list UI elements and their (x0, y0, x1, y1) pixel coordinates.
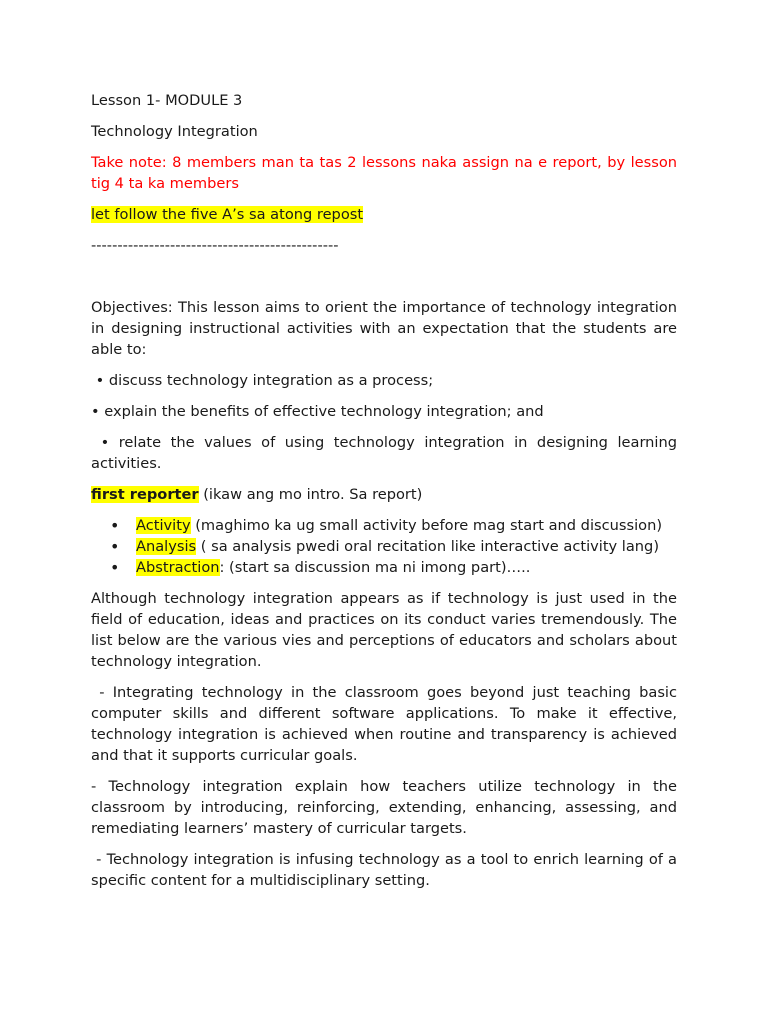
first-reporter-text: (ikaw ang mo intro. Sa report) (198, 486, 423, 503)
body-paragraph: Although technology integration appears as if technology is just used in the field of education, ideas and practices on its conduct varies tremendously. The list below are the various vies and perceptions of educators and scholars about technology integration. (91, 590, 677, 670)
take-note: Take note: 8 members man ta tas 2 lessons naka assign na e report, by lesson tig 4 ta ka members (91, 154, 677, 192)
bullet-icon: • (110, 558, 120, 577)
step-text: ( sa analysis pwedi oral recitation like interactive activity lang) (196, 538, 660, 555)
step-term: Activity (136, 517, 191, 534)
bullet-icon: • (110, 516, 120, 535)
list-item (91, 557, 677, 578)
objectives-paragraph: Objectives: This lesson aims to orient the importance of technology integration in designing instructional activities with an expectation that the students are able to: (91, 299, 677, 358)
blank-space (91, 266, 677, 297)
body-paragraph: - Integrating technology in the classroom goes beyond just teaching basic computer skills and different software applications. To make it effective, technology integration is achieved when routine and transparency is achieved and that it supports curricular goals. (91, 684, 682, 764)
follow-note (91, 204, 677, 225)
step-term: Abstraction (136, 559, 220, 576)
step-text: : (start sa discussion ma ni imong part)….. (219, 559, 531, 576)
objective-item: • explain the benefits of effective technology integration; and (91, 403, 544, 420)
follow-note-highlight: let follow the five A’s sa atong repost (91, 206, 364, 223)
topic-heading: Technology Integration (91, 123, 258, 140)
first-reporter-line (91, 484, 677, 505)
lesson-title: Lesson 1- MODULE 3 (91, 92, 243, 109)
body-paragraph: - Technology integration explain how teachers utilize technology in the classroom by introducing, reinforcing, extending, enhancing, assessing, and remediating learners’ mastery of curricular targets. (91, 778, 677, 837)
step-text: (maghimo ka ug small activity before mag start and discussion) (190, 517, 663, 534)
first-reporter-label: first reporter (91, 486, 199, 503)
objective-item: • discuss technology integration as a process; (91, 372, 434, 389)
divider-line: ----------------------------------------------- (91, 237, 339, 254)
step-term: Analysis (136, 538, 197, 555)
body-paragraph: - Technology integration is infusing technology as a tool to enrich learning of a specific content for a multidisciplinary setting. (91, 851, 682, 889)
list-item (91, 536, 677, 557)
list-item (91, 515, 677, 536)
bullet-icon: • (110, 537, 120, 556)
document-page (91, 90, 682, 901)
five-a-list (91, 515, 677, 578)
objective-item: • relate the values of using technology integration in designing learning activities. (91, 434, 682, 472)
